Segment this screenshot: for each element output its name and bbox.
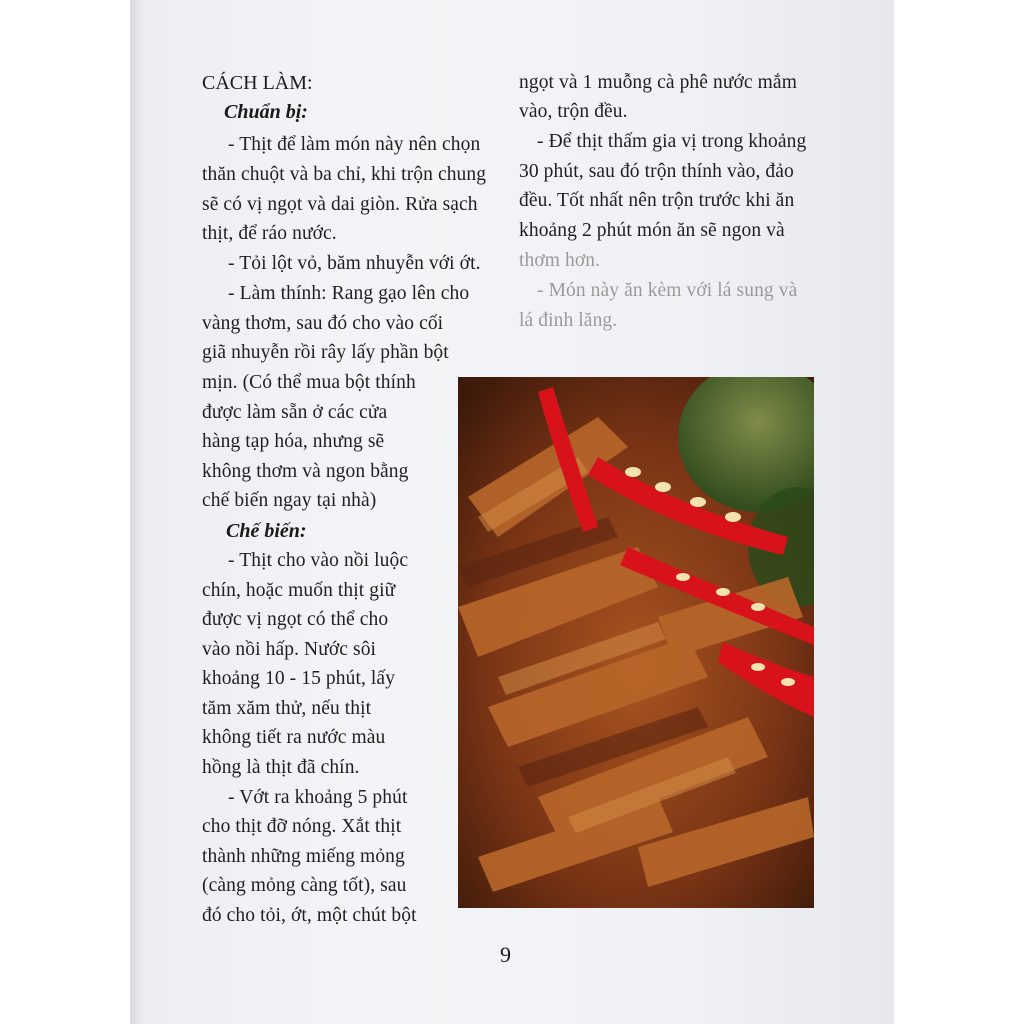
text-line: thành những miếng mỏng — [202, 846, 405, 867]
scan-margin-right — [894, 0, 1024, 1024]
text-line: chín, hoặc muốn thịt giữ — [202, 580, 396, 601]
food-photo — [458, 377, 814, 908]
text-line: lá đinh lăng. — [519, 310, 618, 331]
text-line: - Vớt ra khoảng 5 phút — [228, 787, 408, 808]
text-line: vàng thơm, sau đó cho vào cối — [202, 313, 444, 334]
text-line: - Thịt để làm món này nên chọn — [228, 134, 481, 155]
text-line: cho thịt đỡ nóng. Xắt thịt — [202, 816, 402, 837]
prep-heading: Chuẩn bị: — [224, 101, 308, 123]
text-line: - Tỏi lột vỏ, băm nhuyễn với ớt. — [228, 253, 481, 274]
text-line: không thơm và ngon bằng — [202, 461, 409, 482]
text-line: đó cho tỏi, ớt, một chút bột — [202, 905, 417, 926]
text-line: - Làm thính: Rang gạo lên cho — [228, 283, 470, 304]
text-line: 30 phút, sau đó trộn thính vào, đảo — [519, 161, 794, 182]
text-line: vào nồi hấp. Nước sôi — [202, 639, 377, 660]
text-line: đều. Tốt nhất nên trộn trước khi ăn — [519, 190, 795, 211]
text-line: được làm sẵn ở các cửa — [202, 402, 388, 423]
text-line: - Thịt cho vào nồi luộc — [228, 550, 409, 571]
text-line: thịt, để ráo nước. — [202, 223, 337, 244]
page-number: 9 — [500, 942, 511, 967]
text-line: được vị ngọt có thể cho — [202, 609, 389, 630]
text-line: không tiết ra nước màu — [202, 727, 386, 748]
text-line: tăm xăm thử, nếu thịt — [202, 698, 372, 719]
text-line: thơm hơn. — [519, 250, 601, 271]
text-line: vào, trộn đều. — [519, 101, 628, 122]
text-line: khoảng 2 phút món ăn sẽ ngon và — [519, 220, 785, 241]
text-line: hàng tạp hóa, nhưng sẽ — [202, 431, 385, 452]
text-line: - Để thịt thấm gia vị trong khoảng — [537, 131, 807, 152]
text-line: - Món này ăn kèm với lá sung và — [537, 280, 798, 301]
text-line: khoảng 10 - 15 phút, lấy — [202, 668, 396, 689]
scan-margin-left — [0, 0, 130, 1024]
text-line: (càng mỏng càng tốt), sau — [202, 875, 407, 896]
text-line: chế biến ngay tại nhà) — [202, 490, 377, 511]
text-line: giã nhuyễn rồi rây lấy phần bột — [202, 342, 449, 363]
text-line: ngọt và 1 muỗng cà phê nước mắm — [519, 72, 797, 93]
text-line: mịn. (Có thể mua bột thính — [202, 372, 416, 393]
text-line: thăn chuột và ba chỉ, khi trộn chung — [202, 164, 487, 185]
cook-heading: Chế biến: — [226, 520, 307, 542]
text-line: sẽ có vị ngọt và dai giòn. Rửa sạch — [202, 194, 478, 215]
section-heading: CÁCH LÀM: — [202, 72, 313, 94]
text-line: hồng là thịt đã chín. — [202, 757, 360, 778]
dish-illustration — [458, 377, 814, 908]
